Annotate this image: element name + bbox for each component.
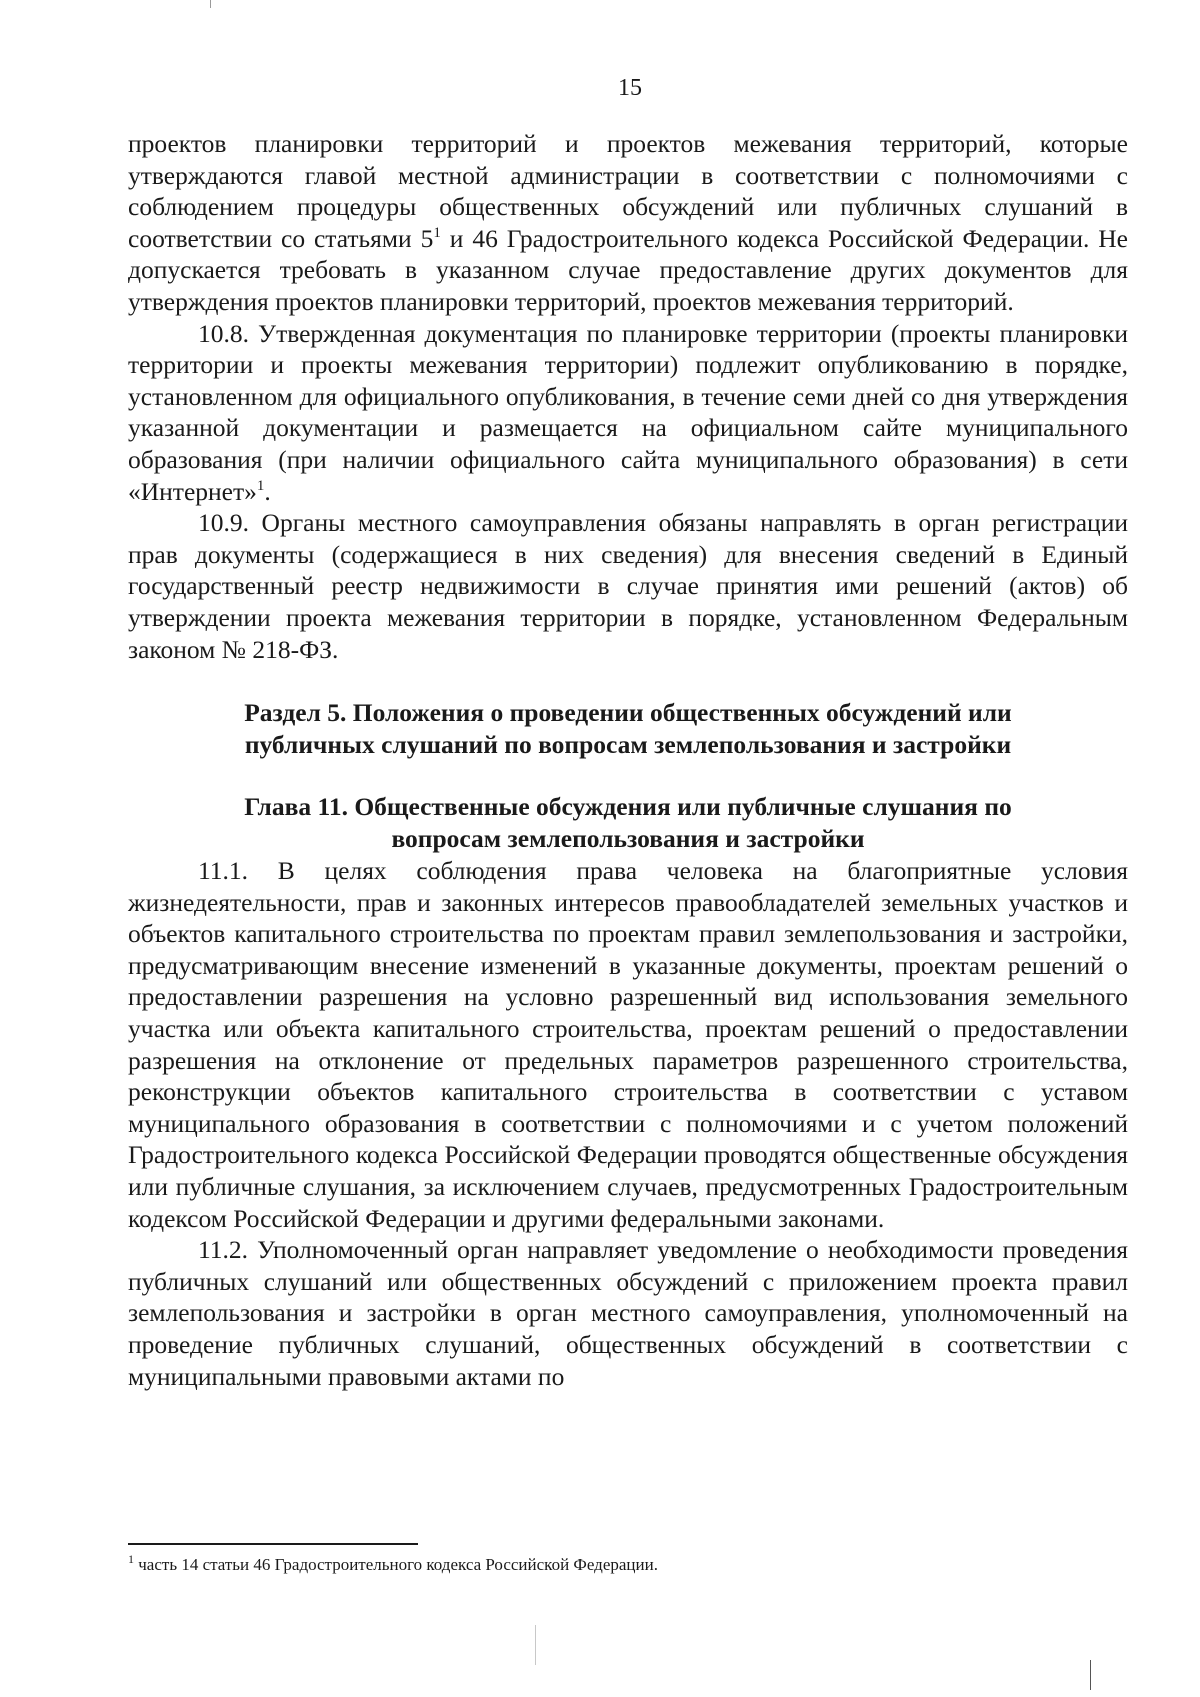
footnote-marker: 1 [128,1552,134,1566]
scan-artifact-mid [535,1625,536,1665]
section-heading: Раздел 5. Положения о проведении общественных обсуждений или публичных слушаний по вопросам землепользования и застройки [244,698,1012,760]
footnote-divider [128,1543,418,1545]
paragraph-11-1: 11.1. В целях соблюдения права человека на благоприятные условия жизнедеятельности, прав и законных интересов правообладателей земельных участков и объектов капитального строительства по проектам правил землепользования и застройки, предусматривающим внесение изменений в указанные документы, проектам решений о предоставлении разрешения на условно разрешенный вид использования земельного участка или объекта капитального строительства, проектам решений о предоставлении разрешения на отклонение от предельных параметров разрешенного строительства, реконструкции объектов капитального строительства в соответствии с уставом муниципального образования в соответствии с полномочиями и с учетом положений Градостроительного кодекса Российской Федерации проводятся общественные обсуждения или публичные слушания, за исключением случаев, предусмотренных Градостроительным кодексом Российской Федерации и другими федеральными законами. [128,856,1128,1233]
scan-artifact-top [210,0,211,8]
paragraph-10-9: 10.9. Органы местного самоуправления обязаны направлять в орган регистрации прав документы (содержащиеся в них сведения) для внесения сведений в Единый государственный реестр недвижимости в случае принятия ими решений (актов) об утверждении проекта межевания территории в порядке, установленном Федеральным законом № 218-ФЗ. [128,508,1128,664]
paragraph-end: . [264,476,271,506]
footnote-reference: 1 [256,477,265,494]
paragraph-text-rest: и 46 Градостроительного кодекса Российской Федерации. Не допускается требовать в указанном случае предоставление других документов для утверждения проектов планировки территорий, проектов межевания территорий. [128,223,1128,316]
footnote [128,1554,658,1576]
document-body [128,128,1128,1392]
paragraph-10-8 [128,318,1128,508]
footnote-text: часть 14 статьи 46 Градостроительного кодекса Российской Федерации. [134,1555,658,1574]
page-number: 15 [618,75,642,101]
footnote-reference: 1 [433,224,441,241]
paragraph-text: проектов планировки территорий и проектов межевания территорий, которые утверждаются главой местной администрации в соответствии с полномочиями с соблюдением процедуры общественных обсуждений или публичных слушаний в соответствии со статьями 5 [128,129,1128,253]
scan-artifact-bottom [1090,1660,1091,1690]
paragraph-11-2: 11.2. Уполномоченный орган направляет уведомление о необходимости проведения публичных слушаний или общественных обсуждений с приложением проекта правил землепользования и застройки в орган местного самоуправления, уполномоченный на проведение публичных слушаний, общественных обсуждений в соответствии с муниципальными правовыми актами по [128,1235,1128,1391]
chapter-heading: Глава 11. Общественные обсуждения или публичные слушания по вопросам землепользования и застройки [244,792,1012,854]
paragraph-continuation [128,128,1128,318]
paragraph-text: 10.8. Утвержденная документация по планировке территории (проекты планировки территории и проекты межевания территории) подлежит опубликованию в порядке, установленном для официального опубликования, в течение семи дней со дня утверждения указанной документации и размещается на официальном сайте муниципального образования (при наличии официального сайта муниципального образования) в сети «Интернет» [128,318,1128,506]
